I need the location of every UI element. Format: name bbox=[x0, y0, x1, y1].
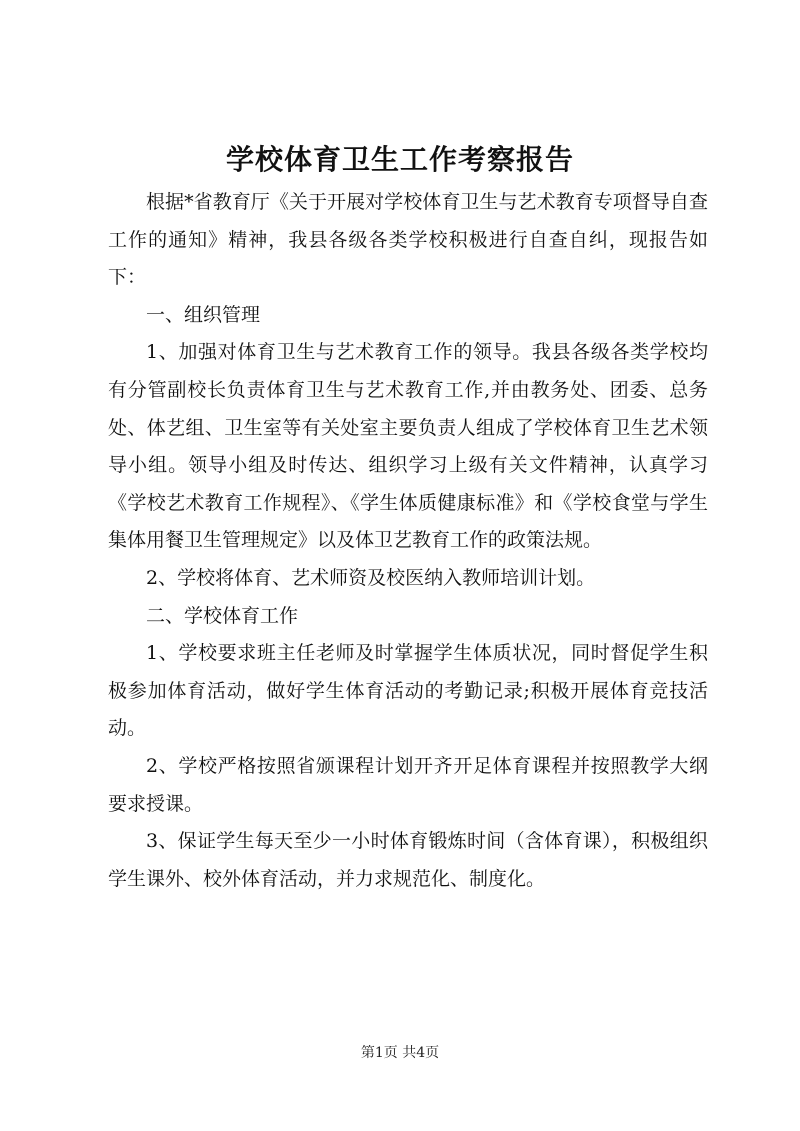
document-title: 学校体育卫生工作考察报告 bbox=[225, 143, 574, 176]
page-footer: 第1页 共4页 bbox=[360, 1045, 440, 1061]
document-body bbox=[108, 184, 708, 898]
paragraph-leadership: 1、加强对体育卫生与艺术教育工作的领导。我县各级各类学校均有分管副校长负责体育卫生与艺术教育工作,并由教务处、团委、总务处、体艺组、卫生室等有关处室主要负责人组成了学校体育卫生艺术领导小组。领导小组及时传达、组织学习上级有关文件精神，认真学习《学校艺术教育工作规程》、《学生体质健康标准》和《学校食堂与学生集体用餐卫生管理规定》以及体卫艺教育工作的政策法规。 bbox=[108, 341, 708, 552]
paragraph-exercise-time: 3、保证学生每天至少一小时体育锻炼时间（含体育课），积极组织学生课外、校外体育活动，并力求规范化、制度化。 bbox=[108, 830, 708, 890]
paragraph-physical-status: 1、学校要求班主任老师及时掌握学生体质状况，同时督促学生积极参加体育活动，做好学生体育活动的考勤记录;积极开展体育竞技活动。 bbox=[108, 642, 708, 740]
paragraph-curriculum: 2、学校严格按照省颁课程计划开齐开足体育课程并按照教学大纲要求授课。 bbox=[108, 754, 708, 815]
intro-paragraph: 根据*省教育厅《关于开展对学校体育卫生与艺术教育专项督导自查工作的通知》精神，我县各级各类学校积极进行自查自纠，现报告如下： bbox=[108, 191, 708, 289]
section-heading-organization: 一、组织管理 bbox=[146, 303, 261, 326]
section-heading-pe-work: 二、学校体育工作 bbox=[146, 604, 299, 627]
paragraph-teacher-training: 2、学校将体育、艺术师资及校医纳入教师培训计划。 bbox=[146, 566, 596, 589]
